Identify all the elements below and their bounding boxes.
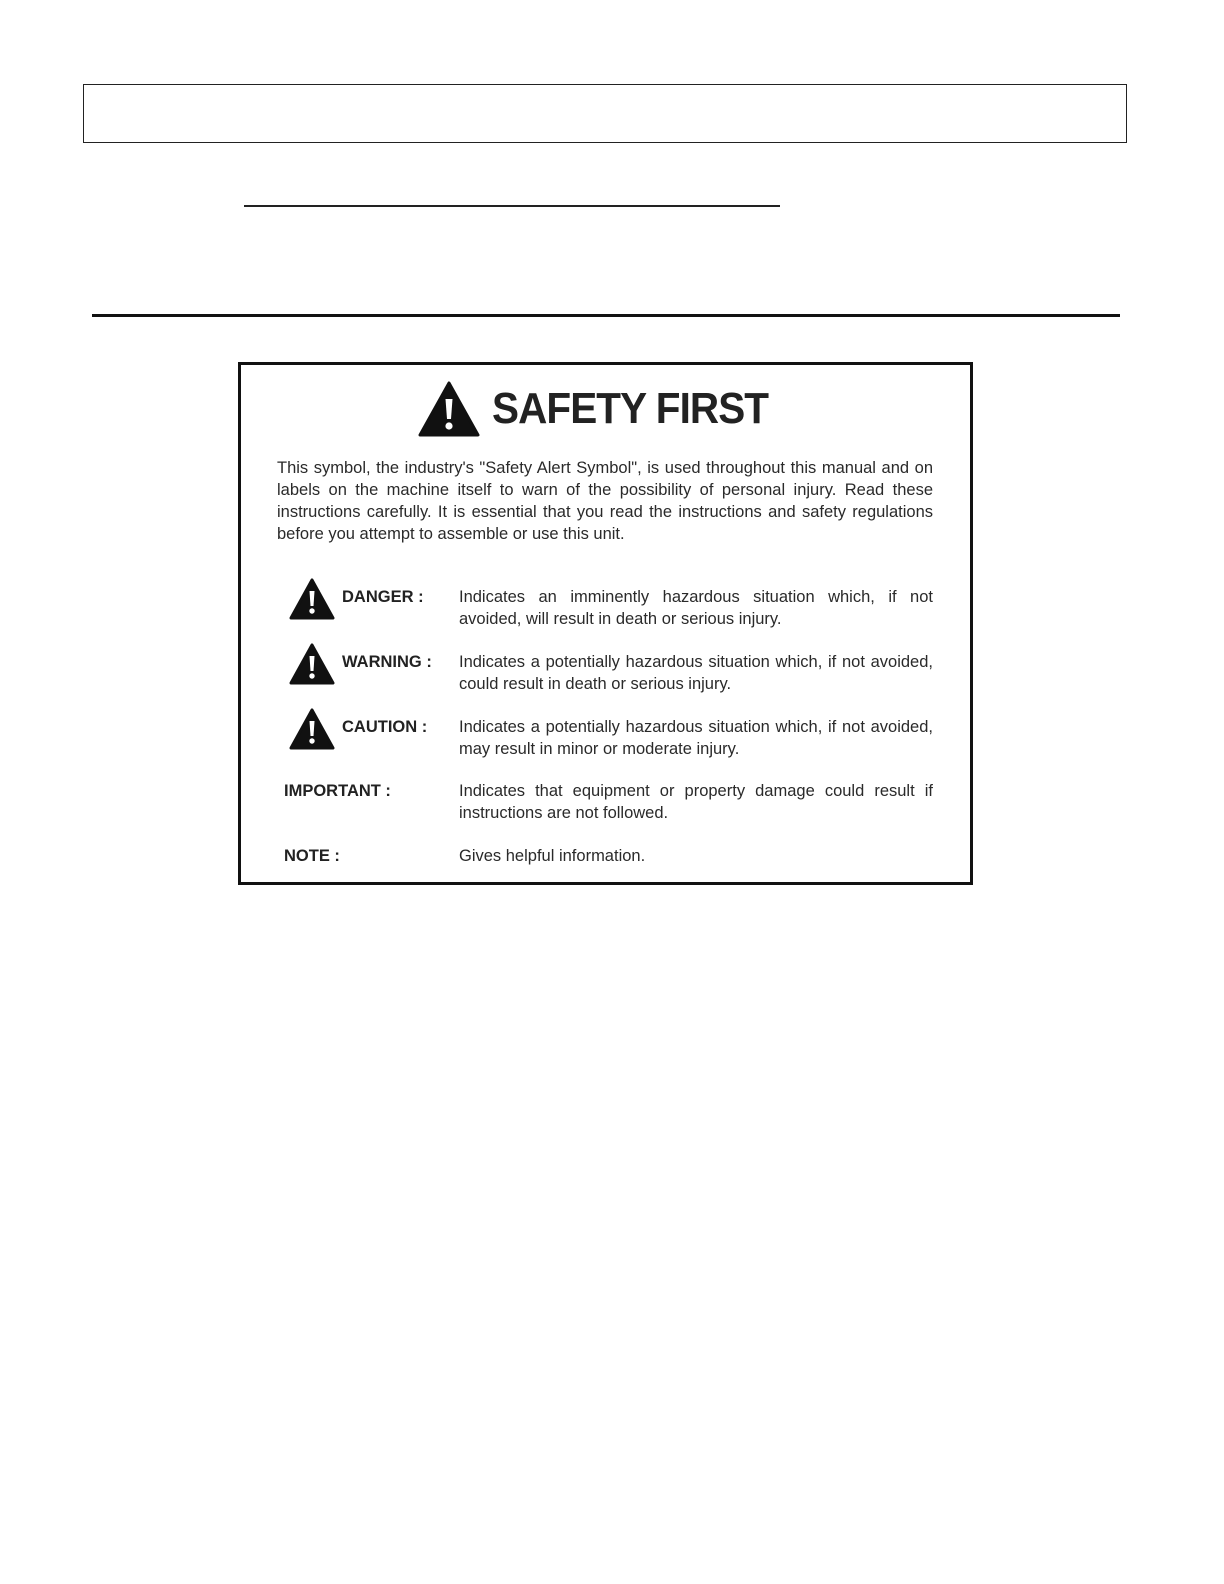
- definition-description: Indicates that equipment or property damage could result if instructions are not followed.: [459, 782, 933, 822]
- safety-first-panel: [238, 362, 973, 885]
- safety-title-row: [241, 381, 970, 437]
- definition-description: Gives helpful information.: [459, 847, 646, 865]
- safety-alert-icon: [418, 381, 480, 437]
- section-underline: [244, 205, 780, 207]
- warning-triangle-icon: [289, 643, 335, 685]
- definition-description: Indicates a potentially hazardous situation which, if not avoided, may result in minor or moderate injury.: [459, 718, 933, 758]
- definition-term: DANGER :: [342, 588, 424, 606]
- definition-description: Indicates an imminently hazardous situation which, if not avoided, will result in death or serious injury.: [459, 588, 933, 628]
- definition-term: WARNING :: [342, 653, 432, 671]
- header-box: [83, 84, 1127, 143]
- safety-title: SAFETY FIRST: [492, 384, 769, 433]
- definition-description: Indicates a potentially hazardous situation which, if not avoided, could result in death or serious injury.: [459, 653, 933, 693]
- definition-term: NOTE :: [284, 847, 340, 865]
- definition-term: IMPORTANT :: [284, 782, 391, 800]
- safety-intro-text: This symbol, the industry's "Safety Alert Symbol", is used throughout this manual and on labels on the machine itself to warn of the possibility of personal injury. Read these instructions carefully. It is essential that you read the instructions and safety regulations before you attempt to assemble or use this unit.: [277, 459, 933, 543]
- section-divider: [92, 314, 1120, 317]
- warning-triangle-icon: [289, 708, 335, 750]
- definition-term: CAUTION :: [342, 718, 428, 736]
- warning-triangle-icon: [289, 578, 335, 620]
